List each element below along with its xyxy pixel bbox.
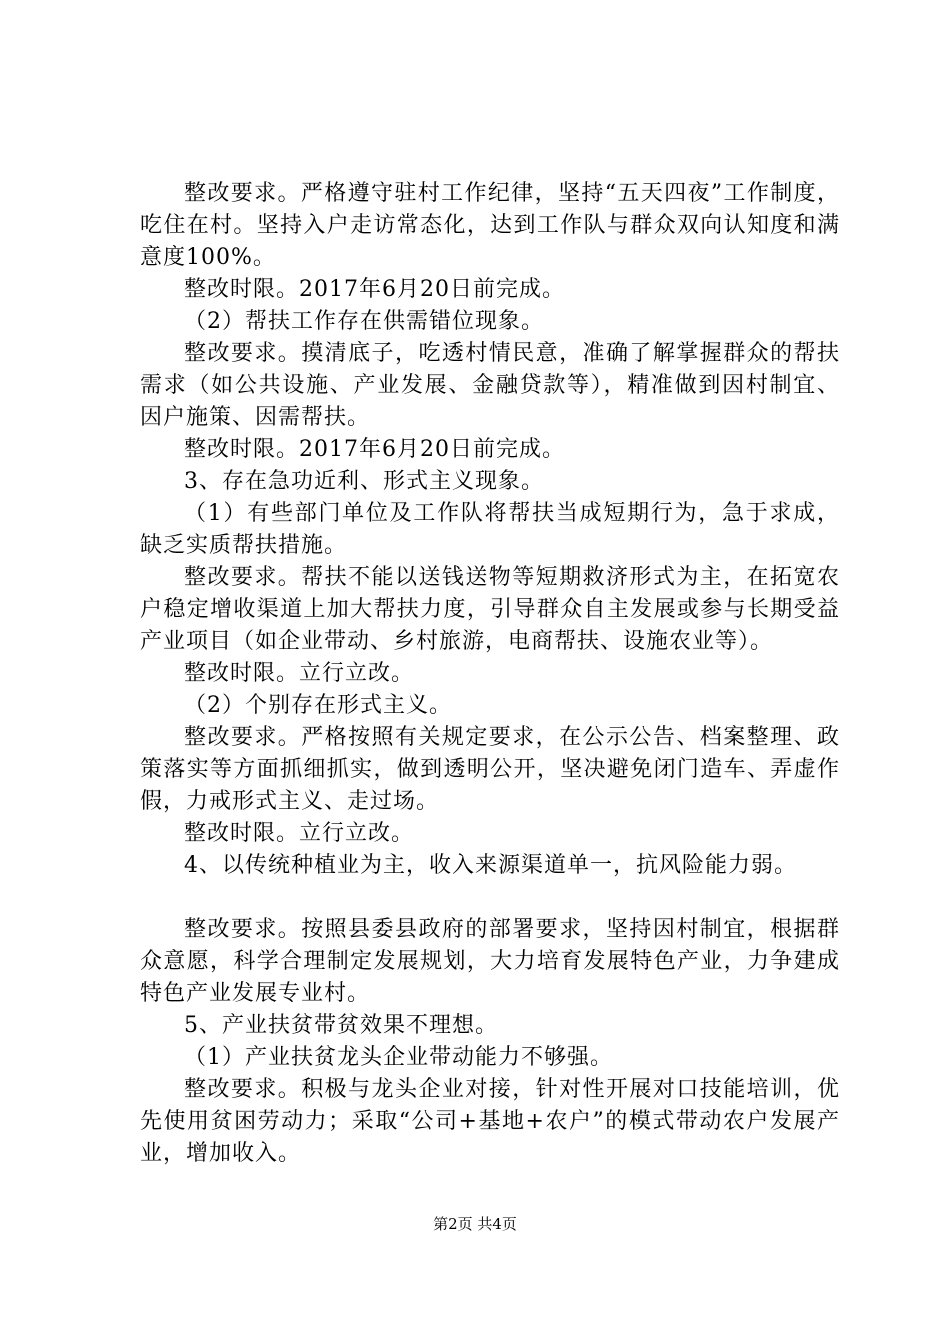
paragraph-issue-3-1: （1）有些部门单位及工作队将帮扶当成短期行为，急于求成，缺乏实质帮扶措施。 [140, 501, 840, 558]
paragraph-requirement-5: 整改要求。按照县委县政府的部署要求，坚持因村制宜，根据群众意愿，科学合理制定发展规划，大力培育发展特色产业，力争建成特色产业发展专业村。 [140, 917, 840, 1006]
paragraph-deadline-3: 整改时限。立行立改。 [184, 661, 415, 686]
paragraph-issue-5-1: （1）产业扶贫龙头企业带动能力不够强。 [184, 1045, 613, 1070]
page-footer [0, 1214, 950, 1234]
paragraph-requirement-6: 整改要求。积极与龙头企业对接，针对性开展对口技能培训，优先使用贫困劳动力；采取“公司+基地+农户”的模式带动农户发展产业，增加收入。 [140, 1077, 840, 1166]
paragraph-issue-2-2: （2）帮扶工作存在供需错位现象。 [184, 309, 544, 334]
paragraph-requirement-4: 整改要求。严格按照有关规定要求，在公示公告、档案整理、政策落实等方面抓细抓实，做到透明公开，坚决避免闭门造车、弄虚作假，力戒形式主义、走过场。 [140, 725, 840, 814]
paragraph-deadline-4: 整改时限。立行立改。 [184, 821, 415, 846]
paragraph-requirement-1: 整改要求。严格遵守驻村工作纪律，坚持“五天四夜”工作制度，吃住在村。坚持入户走访常态化，达到工作队与群众双向认知度和满意度100%。 [140, 181, 840, 270]
paragraph-requirement-2: 整改要求。摸清底子，吃透村情民意，准确了解掌握群众的帮扶需求（如公共设施、产业发展、金融贷款等），精准做到因村制宜、因户施策、因需帮扶。 [140, 341, 840, 430]
page-number: 第2页 共4页 [433, 1215, 517, 1233]
blank-line [140, 882, 840, 914]
paragraph-heading-5: 5、产业扶贫带贫效果不理想。 [184, 1013, 498, 1038]
document-body [140, 178, 840, 1170]
paragraph-deadline-1: 整改时限。2017年6月20日前完成。 [184, 277, 565, 302]
paragraph-heading-4: 4、以传统种植业为主，收入来源渠道单一，抗风险能力弱。 [184, 853, 797, 878]
paragraph-issue-3-2: （2）个别存在形式主义。 [184, 693, 452, 718]
paragraph-heading-3: 3、存在急功近利、形式主义现象。 [184, 469, 544, 494]
paragraph-deadline-2: 整改时限。2017年6月20日前完成。 [184, 437, 565, 462]
paragraph-requirement-3: 整改要求。帮扶不能以送钱送物等短期救济形式为主，在拓宽农户稳定增收渠道上加大帮扶力度，引导群众自主发展或参与长期受益产业项目（如企业带动、乡村旅游，电商帮扶、设施农业等）。 [140, 565, 840, 654]
